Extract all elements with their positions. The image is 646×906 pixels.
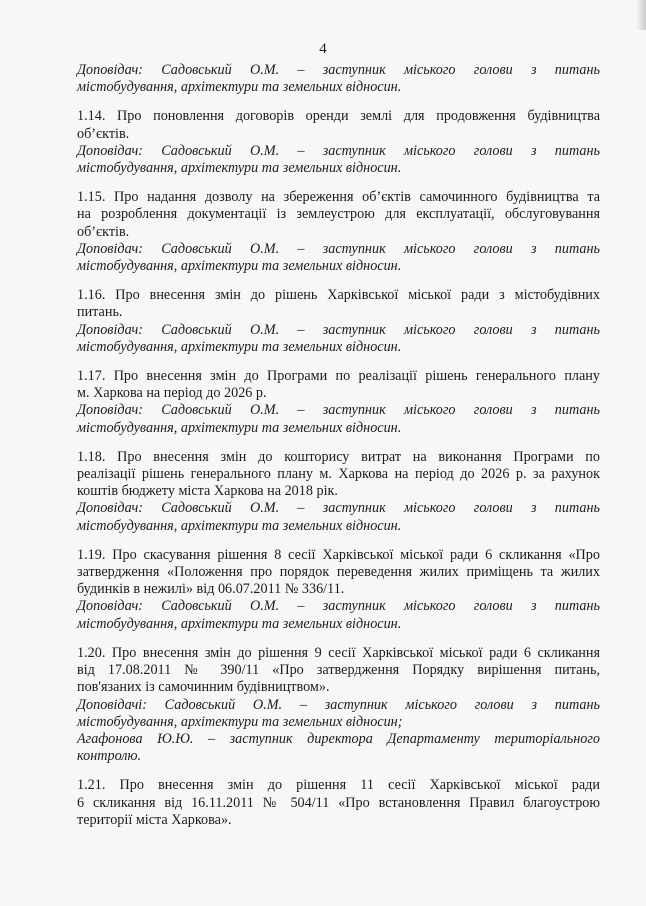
agenda-item-title — [77, 368, 600, 402]
agenda-item — [77, 368, 600, 437]
title-line: 1.15. Про надання дозволу на збереження об’єктів самочинного будівництва та — [77, 189, 600, 206]
agenda-item-reporter — [77, 598, 600, 632]
reporter-line: Доповідачі: Садовський О.М. – заступник міського голови з питань — [77, 696, 600, 713]
agenda-item — [77, 108, 600, 177]
agenda-item-title — [77, 645, 600, 697]
agenda-item — [77, 189, 600, 275]
title-line: коштів бюджету міста Харкова на 2018 рік. — [77, 483, 338, 500]
reporter-line: Доповідач: Садовський О.М. – заступник міського голови з питань — [77, 402, 600, 419]
title-line: 6 скликання від 16.11.2011 № 504/11 «Про встановлення Правил благоустрою — [77, 794, 600, 811]
reporter-line: Доповідач: Садовський О.М. – заступник міського голови з питань — [77, 62, 600, 78]
reporter-line: Доповідач: Садовський О.М. – заступник міського голови з питань — [77, 240, 600, 257]
reporter-line: Доповідач: Садовський О.М. – заступник міського голови з питань — [77, 142, 600, 159]
agenda-item — [77, 645, 600, 765]
page-number: 4 — [319, 41, 327, 57]
title-line: затвердження «Положення про порядок переведення жилих приміщень та жилих — [77, 564, 600, 581]
agenda-item-reporter — [77, 143, 600, 177]
reporter-line: містобудування, архітектури та земельних відносин; — [77, 713, 403, 730]
title-line: пов'язаних із самочинним будівництвом». — [77, 679, 330, 696]
agenda-item-title — [77, 108, 600, 142]
agenda-item — [77, 449, 600, 535]
agenda-item-reporter — [77, 697, 600, 766]
title-line: об’єктів. — [77, 125, 130, 142]
scan-speck — [88, 880, 92, 884]
title-line: 1.17. Про внесення змін до Програми по реалізації рішень генерального плану — [77, 368, 600, 385]
title-line: 1.20. Про внесення змін до рішення 9 сесії Харківської міської ради 6 скликання — [77, 644, 600, 661]
title-line: 1.18. Про внесення змін до кошторису витрат на виконання Програми по — [77, 448, 600, 465]
reporter-line: контролю. — [77, 748, 142, 765]
title-line: 1.16. Про внесення змін до рішень Харківської міської ради з містобудівних — [77, 287, 600, 304]
reporter-line: Доповідач: Садовський О.М. – заступник міського голови з питань — [77, 321, 600, 338]
title-line: 1.19. Про скасування рішення 8 сесії Харківської міської ради 6 скликання «Про — [77, 546, 600, 563]
reporter-line: Агафонова Ю.Ю. – заступник директора Департаменту територіального — [77, 730, 600, 747]
agenda-item-title — [77, 189, 600, 241]
agenda-item-reporter — [77, 62, 600, 96]
title-line: будинків в нежилі» від 06.07.2011 № 336/11. — [77, 581, 345, 598]
agenda-item — [77, 62, 600, 96]
reporter-line: містобудування, архітектури та земельних відносин. — [77, 258, 402, 275]
title-line: на розроблення документації із землеустрою для експлуатації, обслуговування — [77, 206, 600, 223]
agenda-item-title — [77, 449, 600, 501]
reporter-line: містобудування, архітектури та земельних відносин. — [77, 419, 402, 436]
title-line: від 17.08.2011 № 390/11 «Про затвердження Порядку вирішення питань, — [77, 662, 600, 679]
agenda-item-title — [77, 777, 600, 829]
reporter-line: містобудування, архітектури та земельних відносин. — [77, 517, 402, 534]
agenda-item-title — [77, 287, 600, 321]
title-line: території міста Харкова». — [77, 811, 232, 828]
title-line: реалізації рішень генерального плану м. Харкова на період до 2026 р. за рахунок — [77, 466, 600, 483]
agenda-item-reporter — [77, 500, 600, 534]
reporter-line: Доповідач: Садовський О.М. – заступник міського голови з питань — [77, 598, 600, 615]
agenda-item-reporter — [77, 322, 600, 356]
title-line: 1.14. Про поновлення договорів оренди землі для продовження будівництва — [77, 108, 600, 125]
title-line: питань. — [77, 304, 123, 321]
agenda-item — [77, 287, 600, 356]
reporter-line: містобудування, архітектури та земельних відносин. — [77, 79, 402, 96]
agenda-items — [77, 62, 600, 829]
title-line: 1.21. Про внесення змін до рішення 11 сесії Харківської міської ради — [77, 777, 600, 794]
reporter-line: містобудування, архітектури та земельних відносин. — [77, 615, 402, 632]
reporter-line: Доповідач: Садовський О.М. – заступник міського голови з питань — [77, 500, 600, 517]
agenda-item-title — [77, 547, 600, 599]
agenda-item — [77, 547, 600, 633]
reporter-line: містобудування, архітектури та земельних відносин. — [77, 160, 402, 177]
agenda-item — [77, 777, 600, 829]
reporter-line: містобудування, архітектури та земельних відносин. — [77, 338, 402, 355]
agenda-item-reporter — [77, 241, 600, 275]
agenda-item-reporter — [77, 402, 600, 436]
scan-edge-shadow — [636, 0, 646, 30]
title-line: об’єктів. — [77, 223, 130, 240]
title-line: м. Харкова на період до 2026 р. — [77, 385, 267, 402]
